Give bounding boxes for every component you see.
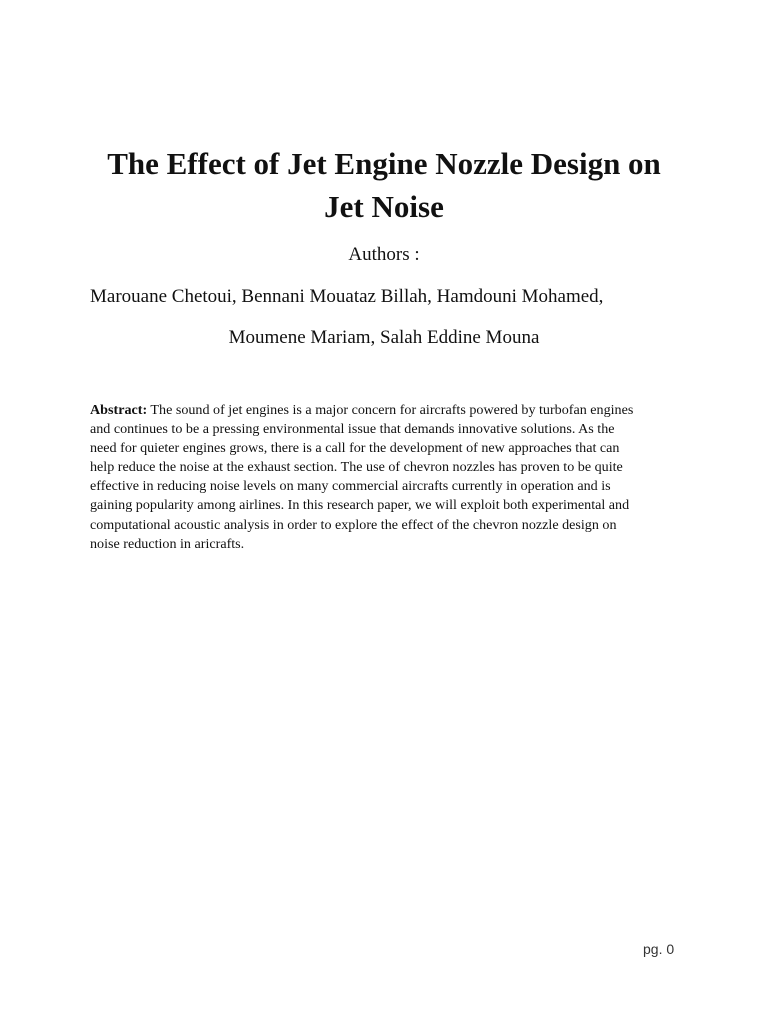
paper-title-line-1: The Effect of Jet Engine Nozzle Design on bbox=[107, 146, 661, 181]
paper-title bbox=[60, 142, 708, 228]
abstract-paragraph bbox=[90, 401, 680, 554]
abstract-line bbox=[90, 401, 680, 420]
page-number: pg. 0 bbox=[643, 941, 675, 957]
abstract-line: computational acoustic analysis in order to explore the effect of the chevron nozzle design on bbox=[90, 516, 617, 533]
authors-line-2: Moumene Mariam, Salah Eddine Mouna bbox=[228, 327, 540, 348]
abstract-line: help reduce the noise at the exhaust section. The use of chevron nozzles has proven to be quite bbox=[90, 459, 623, 476]
abstract-line: gaining popularity among airlines. In this research paper, we will exploit both experimental and bbox=[90, 497, 630, 514]
abstract-text: The sound of jet engines is a major concern for aircrafts powered by turbofan engines bbox=[147, 402, 634, 418]
authors-label: Authors : bbox=[348, 244, 420, 265]
abstract-line: and continues to be a pressing environmental issue that demands innovative solutions. As the bbox=[90, 421, 615, 438]
authors-line-1: Marouane Chetoui, Bennani Mouataz Billah, Hamdouni Mohamed, bbox=[90, 286, 604, 307]
paper-title-line-2: Jet Noise bbox=[324, 189, 444, 224]
abstract-line: need for quieter engines grows, there is a call for the development of new approaches that can bbox=[90, 440, 620, 457]
abstract-line: effective in reducing noise levels on many commercial aircrafts currently in operation and is bbox=[90, 478, 611, 495]
abstract-label: Abstract: bbox=[90, 402, 148, 418]
abstract-line: noise reduction in aricrafts. bbox=[90, 535, 245, 552]
